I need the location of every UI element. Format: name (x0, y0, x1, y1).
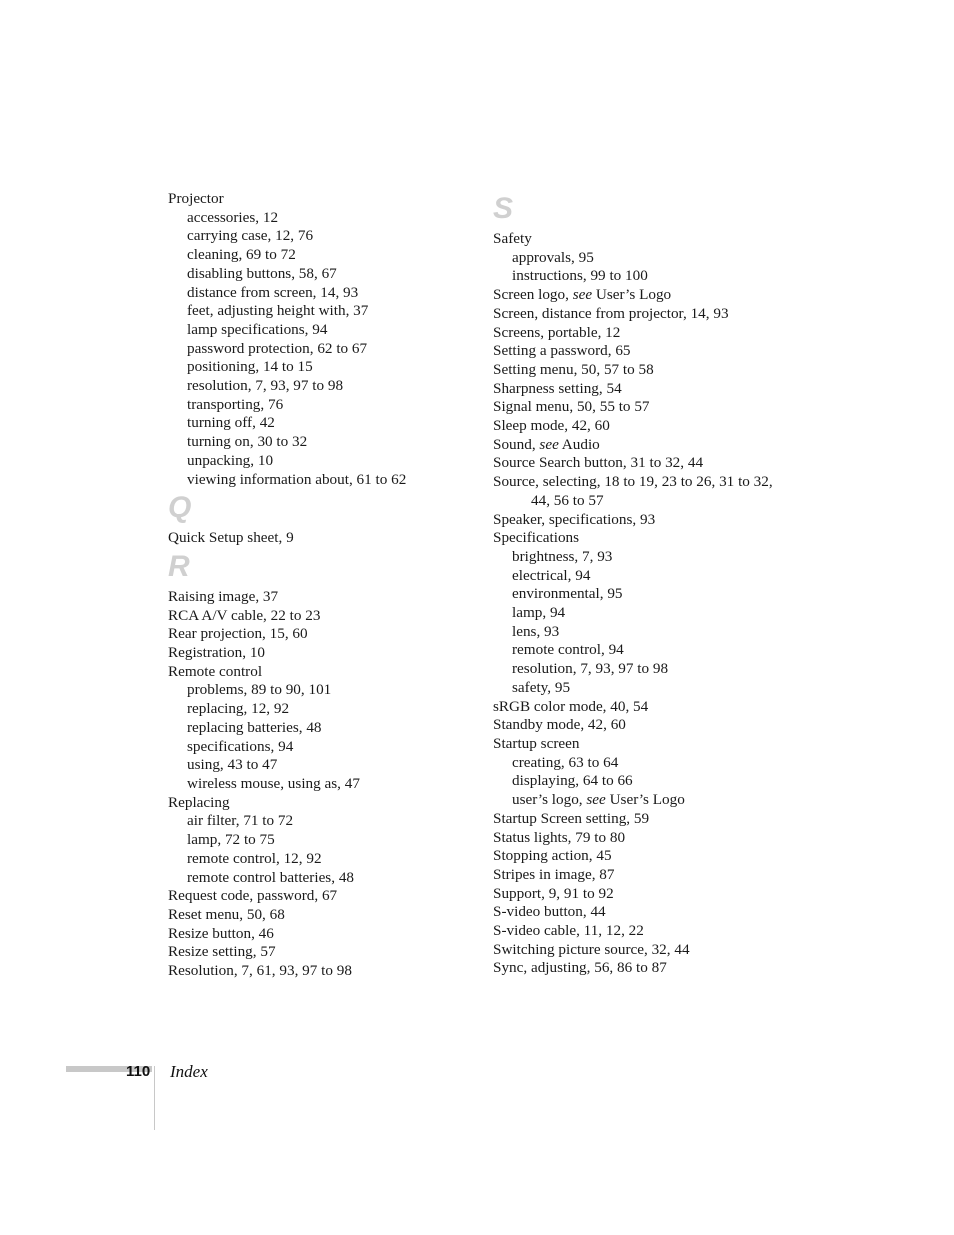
section-letter: S (493, 192, 514, 225)
index-subentry: turning off, 42 (187, 414, 275, 432)
index-subentry: replacing, 12, 92 (187, 700, 290, 718)
index-subentry: using, 43 to 47 (187, 756, 278, 774)
index-subentry: password protection, 62 to 67 (187, 339, 368, 357)
index-subentry: turning on, 30 to 32 (187, 433, 308, 451)
index-subentry: specifications, 94 (187, 737, 294, 755)
index-subentry: lens, 93 (512, 622, 560, 640)
index-subentry: feet, adjusting height with, 37 (187, 302, 369, 320)
index-entry: Switching picture source, 32, 44 (493, 940, 690, 958)
index-column-left (168, 190, 468, 981)
index-entry: Quick Setup sheet, 9 (168, 529, 294, 547)
index-subentry: creating, 63 to 64 (512, 753, 619, 771)
index-entry: Resolution, 7, 61, 93, 97 to 98 (168, 962, 352, 980)
index-entry: Source, selecting, 18 to 19, 23 to 26, 31 to 32, (493, 473, 773, 491)
index-entry (493, 791, 813, 810)
index-entry: Support, 9, 91 to 92 (493, 884, 614, 902)
index-entry: Sync, adjusting, 56, 86 to 87 (493, 959, 667, 977)
index-entry: Replacing (168, 793, 230, 811)
section-name: Index (170, 1062, 208, 1081)
index-entry: Setting menu, 50, 57 to 58 (493, 360, 654, 378)
section-letter: R (168, 549, 190, 583)
index-subentry: viewing information about, 61 to 62 (187, 470, 407, 488)
index-entry: Stripes in image, 87 (493, 865, 615, 883)
index-subentry: remote control, 12, 92 (187, 849, 322, 867)
index-subentry: lamp specifications, 94 (187, 320, 328, 338)
index-entry-target: Audio (558, 435, 600, 453)
index-entry: Speaker, specifications, 93 (493, 510, 656, 528)
index-entry: Signal menu, 50, 55 to 57 (493, 398, 650, 416)
index-entry: Setting a password, 65 (493, 342, 631, 360)
index-entry: Screen, distance from projector, 14, 93 (493, 304, 729, 322)
index-entry (493, 436, 813, 455)
index-entry-target: User’s Logo (592, 286, 672, 304)
index-entry: Reset menu, 50, 68 (168, 905, 285, 923)
index-entry: Raising image, 37 (168, 587, 279, 605)
index-entry-text: user’s logo, (512, 791, 587, 809)
index-entry: Rear projection, 15, 60 (168, 625, 308, 643)
index-entry: Remote control (168, 662, 263, 680)
index-entry: S-video cable, 11, 12, 22 (493, 922, 644, 940)
index-subentry: electrical, 94 (512, 566, 591, 584)
index-entry: Standby mode, 42, 60 (493, 716, 626, 734)
index-subentry: unpacking, 10 (187, 451, 274, 469)
index-subentry: remote control batteries, 48 (187, 868, 355, 886)
index-entry: Safety (493, 230, 532, 247)
index-subentry: approvals, 95 (512, 248, 594, 266)
index-subentry: resolution, 7, 93, 97 to 98 (512, 660, 669, 678)
index-subentry: distance from screen, 14, 93 (187, 283, 359, 301)
index-subentry: accessories, 12 (187, 208, 279, 226)
index-entry: Projector (168, 190, 224, 207)
index-subentry: disabling buttons, 58, 67 (187, 264, 337, 282)
index-entry: Screens, portable, 12 (493, 323, 621, 341)
index-subentry: safety, 95 (512, 678, 571, 696)
index-subentry: lamp, 94 (512, 604, 566, 622)
index-entry (493, 286, 813, 305)
index-subentry: wireless mouse, using as, 47 (187, 774, 360, 792)
index-entry: Status lights, 79 to 80 (493, 828, 626, 846)
index-entry: Sharpness setting, 54 (493, 379, 622, 397)
see-reference: see (539, 435, 559, 453)
index-entry-target: User’s Logo (605, 791, 685, 809)
index-entry: Startup screen (493, 734, 580, 752)
index-subentry: instructions, 99 to 100 (512, 267, 648, 285)
index-subentry: transporting, 76 (187, 395, 284, 413)
index-subentry: lamp, 72 to 75 (187, 831, 275, 849)
see-reference: see (586, 791, 606, 809)
index-entry: sRGB color mode, 40, 54 (493, 697, 649, 715)
see-reference: see (572, 286, 593, 304)
index-entry: RCA A/V cable, 22 to 23 (168, 606, 321, 624)
index-subentry: displaying, 64 to 66 (512, 772, 633, 790)
index-subentry: brightness, 7, 93 (512, 547, 613, 565)
index-subentry: cleaning, 69 to 72 (187, 246, 296, 264)
index-subentry: positioning, 14 to 15 (187, 358, 313, 376)
index-entry: Request code, password, 67 (168, 887, 338, 905)
index-entry: Stopping action, 45 (493, 847, 612, 865)
index-entry-text: Screen logo, (493, 286, 573, 304)
index-entry: Sleep mode, 42, 60 (493, 417, 610, 435)
index-entry: Registration, 10 (168, 644, 266, 662)
index-entry: Source Search button, 31 to 32, 44 (493, 454, 704, 472)
index-entry: Resize setting, 57 (168, 943, 276, 961)
index-subentry: resolution, 7, 93, 97 to 98 (187, 377, 344, 395)
index-entry: Startup Screen setting, 59 (493, 809, 650, 827)
index-entry: S-video button, 44 (493, 903, 606, 921)
index-subentry: remote control, 94 (512, 641, 624, 659)
index-entry: Resize button, 46 (168, 924, 274, 942)
index-subentry: replacing batteries, 48 (187, 718, 322, 736)
index-subentry: air filter, 71 to 72 (187, 812, 294, 830)
section-letter: Q (168, 491, 192, 525)
index-entry-text: Sound, (493, 435, 540, 453)
page-number: 110 (126, 1063, 151, 1080)
index-subentry: carrying case, 12, 76 (187, 227, 314, 245)
index-subentry: problems, 89 to 90, 101 (187, 681, 332, 699)
index-subentry: environmental, 95 (512, 585, 623, 603)
index-entry: Specifications (493, 529, 580, 547)
index-entry: 44, 56 to 57 (531, 491, 604, 509)
footer-divider (154, 1066, 155, 1130)
index-column-right (493, 190, 813, 978)
